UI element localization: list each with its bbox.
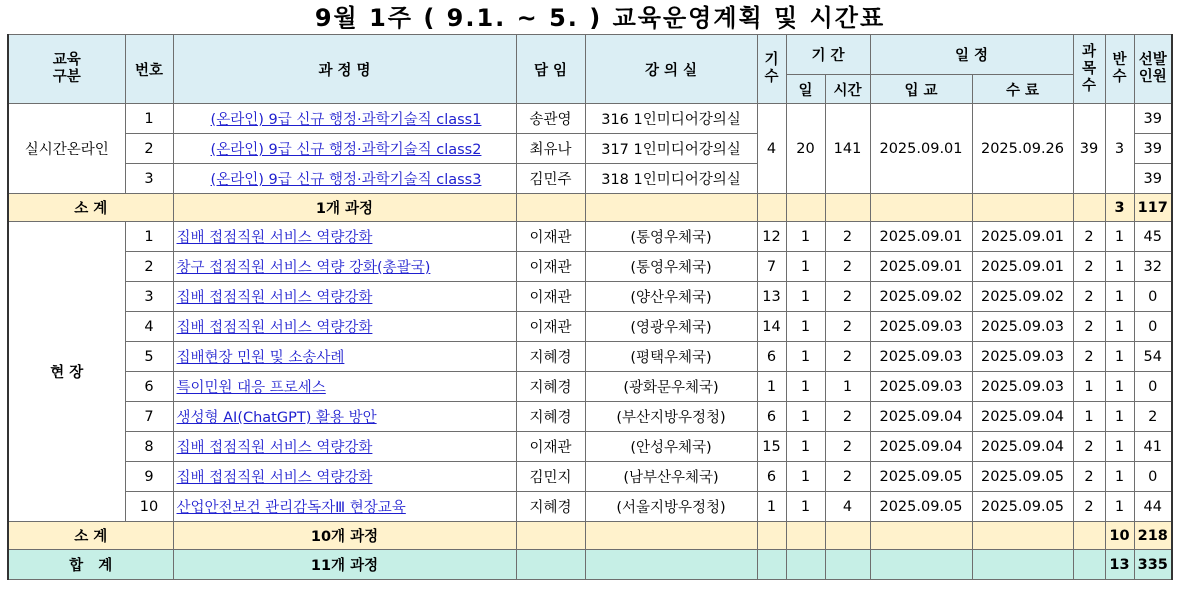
course-cell bbox=[173, 432, 516, 462]
teacher-cell: 최유나 bbox=[516, 134, 585, 164]
teacher-cell: 지혜경 bbox=[516, 342, 585, 372]
row-no: 8 bbox=[125, 432, 173, 462]
selected-cell: 54 bbox=[1134, 342, 1172, 372]
days-cell: 1 bbox=[786, 282, 825, 312]
table-row bbox=[8, 312, 1172, 342]
selected-cell: 0 bbox=[1134, 282, 1172, 312]
teacher-cell: 이재관 bbox=[516, 312, 585, 342]
subtotal-label: 소 계 bbox=[8, 522, 173, 550]
batch-cell: 6 bbox=[757, 462, 786, 492]
teacher-cell: 김민주 bbox=[516, 164, 585, 194]
batch-cell: 6 bbox=[757, 402, 786, 432]
row-no: 10 bbox=[125, 492, 173, 522]
subjects-cell: 1 bbox=[1073, 402, 1105, 432]
subjects-cell: 2 bbox=[1073, 342, 1105, 372]
room-cell: (통영우체국) bbox=[585, 252, 757, 282]
header-no: 번호 bbox=[125, 35, 173, 104]
subjects-cell: 39 bbox=[1073, 104, 1105, 194]
start-cell: 2025.09.02 bbox=[870, 282, 972, 312]
hours-cell: 2 bbox=[825, 222, 870, 252]
table-row bbox=[8, 222, 1172, 252]
room-cell: 316 1인미디어강의실 bbox=[585, 104, 757, 134]
total-selected: 335 bbox=[1134, 550, 1172, 580]
header-period: 기 간 bbox=[786, 35, 870, 75]
selected-cell: 0 bbox=[1134, 462, 1172, 492]
days-cell: 1 bbox=[786, 222, 825, 252]
batch-cell: 1 bbox=[757, 492, 786, 522]
hours-cell: 141 bbox=[825, 104, 870, 194]
course-cell bbox=[173, 402, 516, 432]
classes-cell: 1 bbox=[1105, 252, 1134, 282]
header-teacher: 담 임 bbox=[516, 35, 585, 104]
course-cell bbox=[173, 134, 516, 164]
table-row bbox=[8, 104, 1172, 134]
room-cell: (부산지방우정청) bbox=[585, 402, 757, 432]
room-cell: (광화문우체국) bbox=[585, 372, 757, 402]
row-no: 3 bbox=[125, 164, 173, 194]
hours-cell: 2 bbox=[825, 462, 870, 492]
teacher-cell: 김민지 bbox=[516, 462, 585, 492]
start-cell: 2025.09.05 bbox=[870, 462, 972, 492]
course-link[interactable]: 집배현장 민원 및 소송사례 bbox=[176, 350, 345, 366]
classes-cell: 1 bbox=[1105, 432, 1134, 462]
category-online: 실시간온라인 bbox=[8, 104, 125, 194]
row-no: 9 bbox=[125, 462, 173, 492]
days-cell: 1 bbox=[786, 462, 825, 492]
days-cell: 1 bbox=[786, 402, 825, 432]
row-no: 2 bbox=[125, 134, 173, 164]
subtotal-courses: 10개 과정 bbox=[173, 522, 516, 550]
selected-cell: 0 bbox=[1134, 372, 1172, 402]
course-link[interactable]: 생성형 AI(ChatGPT) 활용 방안 bbox=[176, 410, 377, 426]
row-no: 1 bbox=[125, 104, 173, 134]
total-label: 합 계 bbox=[8, 550, 173, 580]
course-cell bbox=[173, 252, 516, 282]
teacher-cell: 지혜경 bbox=[516, 492, 585, 522]
days-cell: 1 bbox=[786, 312, 825, 342]
end-cell: 2025.09.04 bbox=[972, 402, 1073, 432]
batch-cell: 12 bbox=[757, 222, 786, 252]
classes-cell: 1 bbox=[1105, 492, 1134, 522]
end-cell: 2025.09.01 bbox=[972, 252, 1073, 282]
subtotal-selected: 117 bbox=[1134, 194, 1172, 222]
batch-cell: 4 bbox=[757, 104, 786, 194]
selected-cell: 0 bbox=[1134, 312, 1172, 342]
row-no: 7 bbox=[125, 402, 173, 432]
header-hours: 시간 bbox=[825, 75, 870, 104]
header-selected: 선발 인원 bbox=[1134, 35, 1172, 104]
classes-cell: 1 bbox=[1105, 282, 1134, 312]
room-cell: (평택우체국) bbox=[585, 342, 757, 372]
course-link[interactable]: (온라인) 9급 신규 행정·과학기술직 class1 bbox=[210, 112, 482, 128]
teacher-cell: 이재관 bbox=[516, 432, 585, 462]
course-cell bbox=[173, 342, 516, 372]
page-title: 9월 1주 ( 9.1. ~ 5. ) 교육운영계획 및 시간표 bbox=[314, 4, 886, 32]
row-no: 5 bbox=[125, 342, 173, 372]
hours-cell: 2 bbox=[825, 282, 870, 312]
schedule-table bbox=[7, 34, 1173, 580]
hours-cell: 2 bbox=[825, 342, 870, 372]
start-cell: 2025.09.03 bbox=[870, 312, 972, 342]
teacher-cell: 이재관 bbox=[516, 282, 585, 312]
room-cell: (안성우체국) bbox=[585, 432, 757, 462]
table-row bbox=[8, 252, 1172, 282]
header-end: 수 료 bbox=[972, 75, 1073, 104]
teacher-cell: 이재관 bbox=[516, 252, 585, 282]
header-schedule: 일 정 bbox=[870, 35, 1073, 75]
table-row bbox=[8, 492, 1172, 522]
table-row bbox=[8, 432, 1172, 462]
subtotal-selected: 218 bbox=[1134, 522, 1172, 550]
row-no: 4 bbox=[125, 312, 173, 342]
table-row bbox=[8, 342, 1172, 372]
header-course: 과 정 명 bbox=[173, 35, 516, 104]
course-link[interactable]: 집배 접점직원 서비스 역량강화 bbox=[176, 440, 373, 456]
classes-cell: 1 bbox=[1105, 222, 1134, 252]
selected-cell: 41 bbox=[1134, 432, 1172, 462]
batch-cell: 6 bbox=[757, 342, 786, 372]
teacher-cell: 지혜경 bbox=[516, 372, 585, 402]
table-row bbox=[8, 282, 1172, 312]
classes-cell: 3 bbox=[1105, 104, 1134, 194]
batch-cell: 14 bbox=[757, 312, 786, 342]
end-cell: 2025.09.05 bbox=[972, 492, 1073, 522]
hours-cell: 2 bbox=[825, 312, 870, 342]
subtotal-courses: 1개 과정 bbox=[173, 194, 516, 222]
table-row bbox=[8, 372, 1172, 402]
course-link[interactable]: 산업안전보건 관리감독자Ⅲ 현장교육 bbox=[176, 500, 406, 516]
subtotal-row-field bbox=[8, 522, 1172, 550]
classes-cell: 1 bbox=[1105, 372, 1134, 402]
start-cell: 2025.09.01 bbox=[870, 104, 972, 194]
header-subjects: 과 목 수 bbox=[1073, 35, 1105, 104]
batch-cell: 1 bbox=[757, 372, 786, 402]
hours-cell: 2 bbox=[825, 402, 870, 432]
days-cell: 1 bbox=[786, 432, 825, 462]
hours-cell: 4 bbox=[825, 492, 870, 522]
selected-cell: 32 bbox=[1134, 252, 1172, 282]
subjects-cell: 2 bbox=[1073, 282, 1105, 312]
row-no: 1 bbox=[125, 222, 173, 252]
subtotal-label: 소 계 bbox=[8, 194, 173, 222]
subtotal-classes: 3 bbox=[1105, 194, 1134, 222]
table-row bbox=[8, 462, 1172, 492]
days-cell: 20 bbox=[786, 104, 825, 194]
subjects-cell: 1 bbox=[1073, 372, 1105, 402]
start-cell: 2025.09.01 bbox=[870, 252, 972, 282]
room-cell: (통영우체국) bbox=[585, 222, 757, 252]
start-cell: 2025.09.04 bbox=[870, 402, 972, 432]
total-classes: 13 bbox=[1105, 550, 1134, 580]
room-cell: (남부산우체국) bbox=[585, 462, 757, 492]
selected-cell: 45 bbox=[1134, 222, 1172, 252]
course-link[interactable]: 창구 접점직원 서비스 역량 강화(총괄국) bbox=[176, 260, 431, 276]
subjects-cell: 2 bbox=[1073, 492, 1105, 522]
header-days: 일 bbox=[786, 75, 825, 104]
hours-cell: 1 bbox=[825, 372, 870, 402]
teacher-cell: 송관영 bbox=[516, 104, 585, 134]
end-cell: 2025.09.03 bbox=[972, 342, 1073, 372]
course-link[interactable]: 집배 접점직원 서비스 역량강화 bbox=[176, 230, 373, 246]
end-cell: 2025.09.03 bbox=[972, 372, 1073, 402]
header-classes: 반 수 bbox=[1105, 35, 1134, 104]
subjects-cell: 2 bbox=[1073, 252, 1105, 282]
days-cell: 1 bbox=[786, 252, 825, 282]
end-cell: 2025.09.03 bbox=[972, 312, 1073, 342]
start-cell: 2025.09.01 bbox=[870, 222, 972, 252]
hours-cell: 2 bbox=[825, 432, 870, 462]
course-cell bbox=[173, 282, 516, 312]
table-row bbox=[8, 402, 1172, 432]
classes-cell: 1 bbox=[1105, 402, 1134, 432]
end-cell: 2025.09.04 bbox=[972, 432, 1073, 462]
start-cell: 2025.09.04 bbox=[870, 432, 972, 462]
days-cell: 1 bbox=[786, 342, 825, 372]
start-cell: 2025.09.03 bbox=[870, 342, 972, 372]
selected-cell: 2 bbox=[1134, 402, 1172, 432]
teacher-cell: 지혜경 bbox=[516, 402, 585, 432]
total-row bbox=[8, 550, 1172, 580]
header-batch: 기 수 bbox=[757, 35, 786, 104]
room-cell: (양산우체국) bbox=[585, 282, 757, 312]
end-cell: 2025.09.01 bbox=[972, 222, 1073, 252]
classes-cell: 1 bbox=[1105, 462, 1134, 492]
classes-cell: 1 bbox=[1105, 312, 1134, 342]
end-cell: 2025.09.02 bbox=[972, 282, 1073, 312]
start-cell: 2025.09.03 bbox=[870, 372, 972, 402]
course-cell bbox=[173, 312, 516, 342]
selected-cell: 39 bbox=[1134, 134, 1172, 164]
course-cell bbox=[173, 222, 516, 252]
hours-cell: 2 bbox=[825, 252, 870, 282]
course-link[interactable]: (온라인) 9급 신규 행정·과학기술직 class2 bbox=[210, 142, 482, 158]
course-link[interactable]: 특이민원 대응 프로세스 bbox=[176, 380, 326, 396]
course-link[interactable]: 집배 접점직원 서비스 역량강화 bbox=[176, 320, 373, 336]
row-no: 3 bbox=[125, 282, 173, 312]
header-category: 교육 구분 bbox=[8, 35, 125, 104]
selected-cell: 44 bbox=[1134, 492, 1172, 522]
course-cell bbox=[173, 164, 516, 194]
subtotal-classes: 10 bbox=[1105, 522, 1134, 550]
subjects-cell: 2 bbox=[1073, 312, 1105, 342]
batch-cell: 15 bbox=[757, 432, 786, 462]
days-cell: 1 bbox=[786, 372, 825, 402]
course-link[interactable]: 집배 접점직원 서비스 역량강화 bbox=[176, 470, 373, 486]
course-link[interactable]: (온라인) 9급 신규 행정·과학기술직 class3 bbox=[210, 172, 482, 188]
subjects-cell: 2 bbox=[1073, 222, 1105, 252]
selected-cell: 39 bbox=[1134, 104, 1172, 134]
row-no: 2 bbox=[125, 252, 173, 282]
end-cell: 2025.09.05 bbox=[972, 462, 1073, 492]
teacher-cell: 이재관 bbox=[516, 222, 585, 252]
header-start: 입 교 bbox=[870, 75, 972, 104]
end-cell: 2025.09.26 bbox=[972, 104, 1073, 194]
room-cell: (영광우체국) bbox=[585, 312, 757, 342]
subjects-cell: 2 bbox=[1073, 462, 1105, 492]
room-cell: 318 1인미디어강의실 bbox=[585, 164, 757, 194]
course-link[interactable]: 집배 접점직원 서비스 역량강화 bbox=[176, 290, 373, 306]
start-cell: 2025.09.05 bbox=[870, 492, 972, 522]
header-room: 강 의 실 bbox=[585, 35, 757, 104]
subjects-cell: 2 bbox=[1073, 432, 1105, 462]
selected-cell: 39 bbox=[1134, 164, 1172, 194]
days-cell: 1 bbox=[786, 492, 825, 522]
batch-cell: 7 bbox=[757, 252, 786, 282]
room-cell: 317 1인미디어강의실 bbox=[585, 134, 757, 164]
row-no: 6 bbox=[125, 372, 173, 402]
batch-cell: 13 bbox=[757, 282, 786, 312]
course-cell bbox=[173, 104, 516, 134]
subtotal-row-online bbox=[8, 194, 1172, 222]
room-cell: (서울지방우정청) bbox=[585, 492, 757, 522]
total-courses: 11개 과정 bbox=[173, 550, 516, 580]
classes-cell: 1 bbox=[1105, 342, 1134, 372]
course-cell bbox=[173, 462, 516, 492]
course-cell bbox=[173, 372, 516, 402]
category-field: 현 장 bbox=[8, 222, 125, 522]
course-cell bbox=[173, 492, 516, 522]
